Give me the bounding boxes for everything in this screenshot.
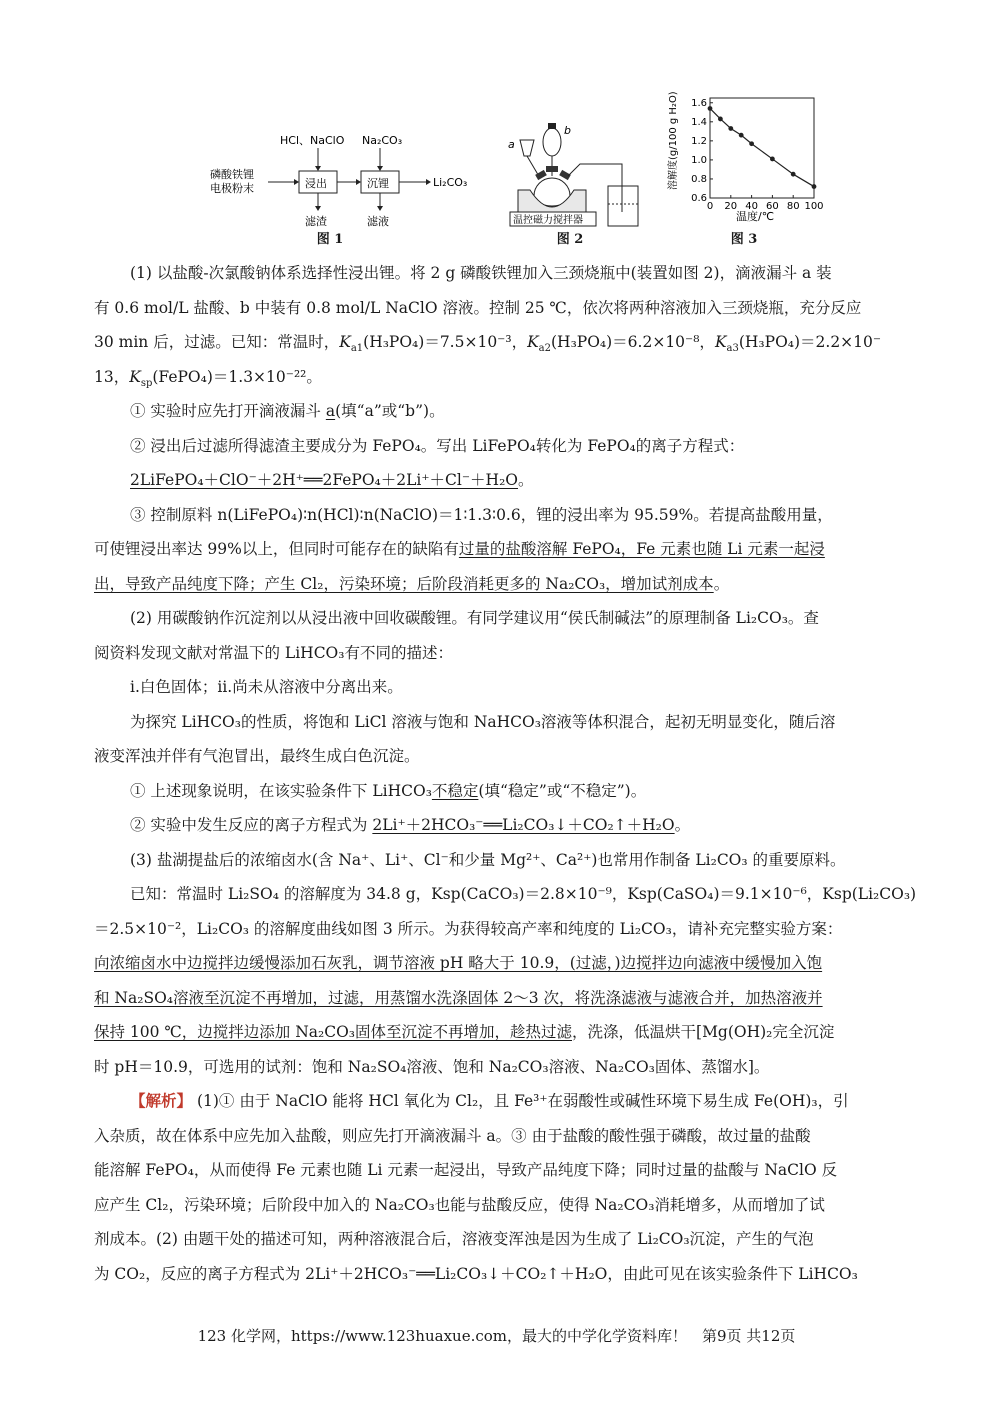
y-tick-label: 0.8 [691,173,707,185]
chart-series [708,106,817,189]
p3-answer-part3: 保持 100 ℃，边搅拌边添加 Na₂CO₃固体至沉淀不再增加，趁热过滤 [94,1023,573,1041]
chart-ylabel: 溶解度(g/100 g H₂O) [668,91,679,190]
p3-answer-part2: 和 Na₂SO₄溶液至沉淀不再增加，过滤，用蒸馏水洗涤固体 2～3 次，将洗涤滤液与滤液合并，加热溶液并 [94,988,823,1007]
fig1-box2-label: 沉锂 [367,177,389,190]
q3-line1: ③ 控制原料 n(LiFePO₄)∶n(HCl)∶n(NaClO)＝1∶1.3∶0.6，锂的浸出率为 95.59%。若提高盐酸用量， [130,505,833,524]
flowchart-figure [210,130,480,230]
p2-line1: (2) 用碳酸钠作沉淀剂以从浸出液中回收碳酸锂。有同学建议用“侯氏制碱法”的原理制备 Li₂CO₃。查 [130,609,819,627]
q2-answer: 2LiFePO₄＋ClO⁻＋2H⁺══2FePO₄＋2Li⁺＋Cl⁻＋H₂O [130,471,518,489]
y-tick-label: 0.6 [691,193,707,204]
x-tick-label: 20 [724,201,738,212]
center-dropping-funnel [543,128,561,156]
fig3-caption: 图 3 [730,232,758,247]
q1-hint: (填“a”或“b”)。 [335,402,445,420]
jx-line3: 能溶解 FePO₄，从而使得 Fe 元素也随 Li 元素一起浸出，导致产品纯度下降；同时过量的盐酸与 NaClO 反 [94,1161,838,1179]
fig2-label-a: a [508,138,515,151]
jx-line5: 剂成本。(2) 由题干处的描述可知，两种溶液混合后，溶液变浑浊是因为生成了 Li₂CO₃沉淀，产生的气泡 [94,1230,814,1248]
p2-q2-end: 。 [674,816,691,834]
fig1-reagent2: Na₂CO₃ [362,134,403,147]
fig1-arrowhead-down-3 [315,206,321,211]
p3-line2: 已知：常温时 Li₂SO₄ 的溶解度为 34.8 g，Ksp(CaCO₃)＝2.8×10⁻⁹，Ksp(CaSO₄)＝9.1×10⁻⁶，Ksp(Li₂CO₃) [130,885,917,903]
fig1-input-line2: 电极粉末 [210,182,254,195]
q1-answer: a [325,402,336,420]
p2-line5: 液变浑浊并伴有气泡冒出，最终生成白色沉淀。 [94,747,420,765]
center-neck-stopper [546,166,558,172]
q3-line3 [94,567,904,602]
ksp-value: (FePO₄)＝1.3×10⁻²²。 [152,367,322,386]
q1-prompt: ① 实验时应先打开滴液漏斗 [130,402,326,420]
fig2-stirrer-label: 温控磁力搅拌器 [513,215,583,226]
center-funnel-stopper [548,123,556,129]
q3-l2-prompt: 可使锂浸出率达 99%以上，但同时可能存在的缺陷有 [94,540,459,558]
data-point [718,117,723,122]
fig1-reagent1: HCl、NaClO [280,134,345,147]
apparatus-figure [500,120,650,228]
data-point [739,133,744,138]
left-dropping-funnel [520,140,534,156]
heating-mantle [518,190,586,212]
fig1-arrowhead-down-1 [315,166,321,171]
data-point [728,126,733,131]
x-tick-label: 0 [706,201,714,212]
fig1-arrowhead-down-4 [377,206,383,211]
p2-q2-prompt: ② 实验中发生反应的离子方程式为 [130,816,373,834]
ka3-value: (H₃PO₄)＝2.2×10⁻ [738,333,882,351]
fig1-output: Li₂CO₃ [433,176,468,189]
ka2-sub: a2 [538,343,551,355]
q2-end: 。 [518,471,534,489]
q3-line2 [94,532,904,567]
jx-line2: 入杂质，故在体系中应先加入盐酸，则应先打开滴液漏斗 a。③ 由于盐酸的酸性强于磷酸，故过量的盐酸 [94,1126,811,1145]
beaker [608,186,638,226]
p1-line4 [94,360,904,395]
figures-row [0,90,993,250]
fig2-caption: 图 2 [556,232,584,247]
q3-answer-part2: 出，导致产品纯度下降；产生 Cl₂，污染环境；后阶段消耗更多的 Na₂CO₃，增加试剂成本 [94,574,714,593]
p3-line7: 时 pH＝10.9，可选用的试剂：饱和 Na₂SO₄溶液、饱和 Na₂CO₃溶液、Na₂CO₃固体、蒸馏水]。 [94,1057,770,1076]
p1-line2: 有 0.6 mol/L 盐酸、b 中装有 0.8 mol/L NaClO 溶液。控制 25 ℃，依次将两种溶液加入三颈烧瓶，充分反应 [94,298,862,317]
fig1-residue2: 滤液 [367,215,389,228]
solubility-chart [662,90,832,228]
x-tick-label: 60 [766,201,779,212]
p3-l6-post: ，洗涤，低温烘干[Mg(OH)₂完全沉淀 [572,1023,835,1041]
q3-end: 。 [713,574,730,593]
p3-line4 [94,946,904,981]
fig1-residue1: 滤渣 [305,215,327,228]
chart-ticks [691,98,823,212]
p2-line2: 阅资料发现文献对常温下的 LiHCO₃有不同的描述： [94,643,453,662]
ka2-symbol: K [527,333,539,351]
p1-line1: (1) 以盐酸-次氯酸钠体系选择性浸出锂。将 2 g 磷酸铁锂加入三颈烧瓶中(装置如图 2)，滴液漏斗 a 装 [130,264,832,282]
p1-line3 [94,325,904,360]
jx-l1-text: (1)① 由于 NaClO 能将 HCl 氧化为 Cl₂，且 Fe³⁺在弱酸性或碱性环境下易生成 Fe(OH)₃，引 [192,1092,849,1110]
p2-q1-hint: (填“稳定”或“不稳定”)。 [478,781,647,800]
fig1-box1-label: 浸出 [305,177,327,190]
fig1-arrowhead-1 [294,179,299,185]
q3-answer-part1: 过量的盐酸溶解 FePO₄，Fe 元素也随 Li 元素一起浸 [458,540,825,558]
x-tick-label: 40 [745,201,758,212]
ksp-symbol: K [129,367,141,386]
chart-axes [710,98,814,198]
y-tick-label: 1.4 [691,116,707,128]
ka3-sub: a3 [726,343,739,355]
jx-line4: 应产生 Cl₂，污染环境；后阶段中加入的 Na₂CO₃也能与盐酸反应，使得 Na₂CO₃消耗增多，从而增加了试 [94,1195,825,1214]
x-tick-label: 80 [786,201,800,212]
solubility-curve [710,108,814,186]
p2-q1-prompt: ① 上述现象说明，在该实验条件下 LiHCO₃ [130,781,432,800]
p3-line3: ＝2.5×10⁻²，Li₂CO₃ 的溶解度曲线如图 3 所示。为获得较高产率和纯度的 Li₂CO₃，请补充完整实验方案： [94,919,843,938]
ka1-value: (H₃PO₄)＝7.5×10⁻³， [363,333,528,351]
p1-l4-text: 13， [94,367,130,386]
chart-xlabel: 温度/℃ [736,210,775,223]
fig1-arrowhead-3 [426,179,431,185]
p1-l3-text: 30 min 后，过滤。已知：常温时， [94,333,340,351]
p2-q2-line [94,808,904,843]
x-tick-label: 100 [804,201,824,212]
chart-frame [710,98,814,198]
data-point [791,172,796,177]
data-point [708,106,713,111]
p2-line4: 为探究 LiHCO₃的性质，将饱和 LiCl 溶液与饱和 NaHCO₃溶液等体积混合，起初无明显变化，随后溶 [130,712,836,731]
fig1-input-line1: 磷酸铁锂 [210,168,254,181]
fig1-arrowhead-down-2 [377,166,383,171]
p3-answer-part1: 向浓缩卤水中边搅拌边缓慢添加石灰乳，调节溶液 pH 略大于 10.9，(过滤，)边搅拌边向滤液中缓慢加入饱 [94,954,823,972]
p3-line1: (3) 盐湖提盐后的浓缩卤水(含 Na⁺、Li⁺、Cl⁻和少量 Mg²⁺、Ca²⁺)也常用作制备 Li₂CO₃ 的重要原料。 [130,850,846,869]
p2-q1-line [94,774,904,809]
p3-line5 [94,981,904,1016]
jx-line6: 为 CO₂，反应的离子方程式为 2Li⁺＋2HCO₃⁻══Li₂CO₃↓＋CO₂↑＋H₂O，由此可见在该实验条件下 LiHCO₃ [94,1264,858,1283]
fig1-arrowhead-2 [356,179,361,185]
q2-answer-line [94,463,904,498]
ka1-sub: a1 [350,343,364,355]
y-tick-label: 1.6 [691,97,707,109]
q2-line: ② 浸出后过滤所得滤渣主要成分为 FePO₄。写出 LiFePO₄转化为 FePO₄的离子方程式： [130,436,745,455]
y-tick-label: 1.0 [691,154,707,166]
q1-line [94,394,904,429]
left-neck-stopper [535,170,547,180]
question-body [94,256,917,1291]
ka1-symbol: K [339,333,351,351]
data-point [770,157,775,162]
p3-line6 [94,1015,904,1050]
y-tick-label: 1.2 [691,135,707,147]
data-point [812,184,817,189]
p2-q2-answer: 2Li⁺＋2HCO₃⁻══Li₂CO₃↓＋CO₂↑＋H₂O [372,816,675,834]
fig1-caption: 图 1 [316,232,344,247]
page-footer: 123 化学网，https://www.123huaxue.com，最大的中学化学资料库！ 第9页 共12页 [197,1327,796,1345]
p2-q1-answer: 不稳定 [431,781,479,800]
ka3-symbol: K [714,333,727,351]
jx-line1 [94,1084,904,1119]
ksp-sub: sp [140,377,153,389]
fig2-label-b: b [564,124,571,137]
p2-line3: ⅰ.白色固体；ⅱ.尚未从溶液中分离出来。 [130,678,403,696]
data-point [749,141,754,146]
ka2-value: (H₃PO₄)＝6.2×10⁻⁸， [551,333,715,351]
analysis-tag: 【解析】 [130,1091,193,1110]
